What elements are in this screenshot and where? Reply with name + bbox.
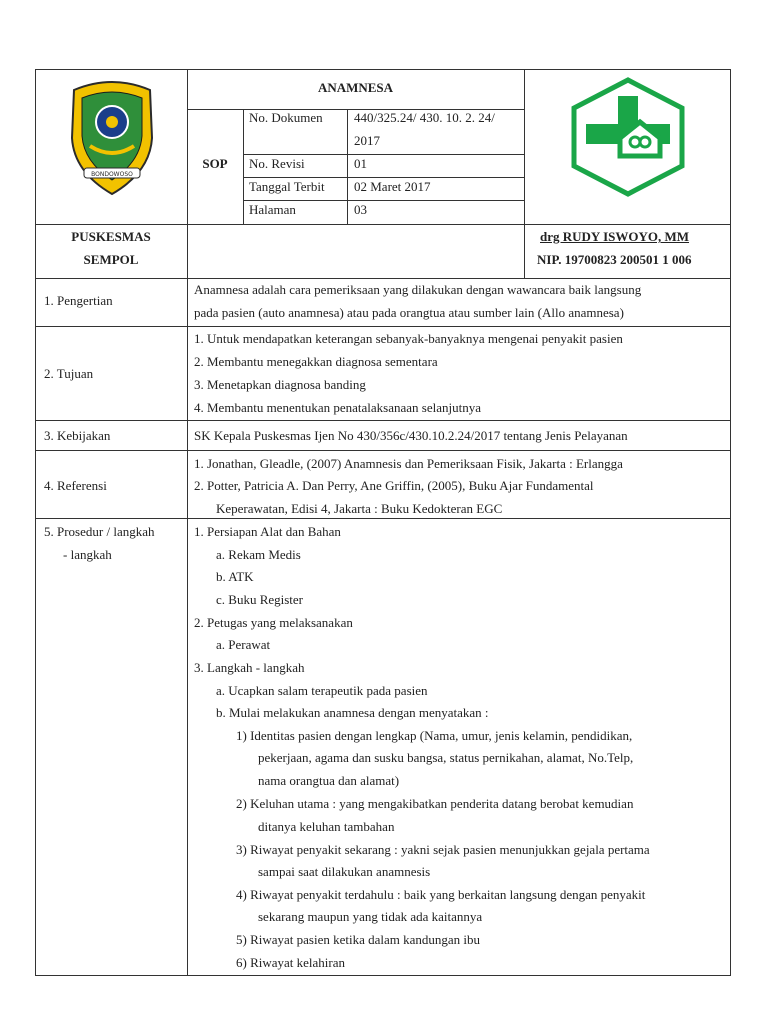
meta-label-halaman: Halaman (249, 202, 296, 217)
section-label-kebijakan: 3. Kebijakan (44, 428, 111, 443)
prosedur-line: 2. Petugas yang melaksanakan (194, 615, 353, 630)
regency-crest-logo (60, 76, 164, 196)
prosedur-line: 2) Keluhan utama : yang mengakibatkan penderita datang berobat kemudian (236, 796, 634, 811)
section-label-referensi: 4. Referensi (44, 478, 107, 493)
prosedur-line: a. Rekam Medis (216, 547, 301, 562)
referensi-line: 1. Jonathan, Gleadle, (2007) Anamnesis dan Pemeriksaan Fisik, Jakarta : Erlangga (194, 456, 623, 471)
meta-label-no-revisi: No. Revisi (249, 156, 305, 171)
section-label-prosedur: 5. Prosedur / langkah (44, 524, 155, 539)
tujuan-item: 3. Menetapkan diagnosa banding (194, 377, 366, 392)
referensi-line: 2. Potter, Patricia A. Dan Perry, Ane Griffin, (2005), Buku Ajar Fundamental (194, 478, 594, 493)
section-label-tujuan: 2. Tujuan (44, 366, 94, 381)
prosedur-line: 3. Langkah - langkah (194, 660, 305, 675)
section-label-pengertian: 1. Pengertian (44, 293, 113, 308)
prosedur-line: 4) Riwayat penyakit terdahulu : baik yang berkaitan langsung dengan penyakit (236, 887, 646, 902)
tujuan-item: 4. Membantu menentukan penatalaksanaan selanjutnya (194, 400, 481, 415)
meta-label-tanggal-terbit: Tanggal Terbit (249, 179, 325, 194)
prosedur-line: sampai saat dilakukan anamnesis (258, 864, 431, 879)
prosedur-line: pekerjaan, agama dan susku bangsa, status pernikahan, alamat, No.Telp, (258, 750, 634, 765)
meta-value-tanggal-terbit: 02 Maret 2017 (354, 179, 431, 194)
pengertian-line: Anamnesa adalah cara pemeriksaan yang dilakukan dengan wawancara baik langsung (194, 282, 642, 297)
meta-label-no-dokumen: No. Dokumen (249, 110, 323, 125)
prosedur-line: b. Mulai melakukan anamnesa dengan menyatakan : (216, 705, 489, 720)
tujuan-item: 2. Membantu menegakkan diagnosa sementara (194, 354, 438, 369)
meta-value-no-dokumen-line2: 2017 (354, 133, 380, 148)
prosedur-line: 5) Riwayat pasien ketika dalam kandungan ibu (236, 932, 481, 947)
prosedur-line: c. Buku Register (216, 592, 304, 607)
org-name-line1: PUSKESMAS (71, 229, 151, 244)
prosedur-line: b. ATK (216, 569, 254, 584)
tujuan-item: 1. Untuk mendapatkan keterangan sebanyak-banyaknya mengenai penyakit pasien (194, 331, 623, 346)
meta-value-halaman: 03 (354, 202, 367, 217)
prosedur-line: 1. Persiapan Alat dan Bahan (194, 524, 341, 539)
document-title: ANAMNESA (317, 80, 394, 95)
meta-value-no-revisi: 01 (354, 156, 367, 171)
puskesmas-logo (568, 76, 688, 198)
prosedur-line: a. Perawat (216, 637, 271, 652)
prosedur-line: nama orangtua dan alamat) (258, 773, 400, 788)
section-label-prosedur-cont: - langkah (63, 547, 112, 562)
referensi-line: Keperawatan, Edisi 4, Jakarta : Buku Kedokteran EGC (216, 501, 503, 516)
meta-value-no-dokumen-line1: 440/325.24/ 430. 10. 2. 24/ (354, 110, 495, 125)
pengertian-line: pada pasien (auto anamnesa) atau pada orangtua atau sumber lain (Allo anamnesa) (194, 305, 624, 320)
prosedur-line: 3) Riwayat penyakit sekarang : yakni sejak pasien menunjukkan gejala pertama (236, 842, 650, 857)
svg-text:BONDOWOSO: BONDOWOSO (91, 171, 133, 178)
signer-nip: NIP. 19700823 200501 1 006 (537, 252, 692, 267)
signer-name: drg RUDY ISWOYO, MM (540, 229, 690, 244)
prosedur-line: 1) Identitas pasien dengan lengkap (Nama, umur, jenis kelamin, pendidikan, (236, 728, 633, 743)
kebijakan-text: SK Kepala Puskesmas Ijen No 430/356c/430.10.2.24/2017 tentang Jenis Pelayanan (194, 428, 628, 443)
prosedur-line: ditanya keluhan tambahan (258, 819, 395, 834)
org-name-line2: SEMPOL (83, 252, 139, 267)
prosedur-line: 6) Riwayat kelahiran (236, 955, 346, 970)
sop-label: SOP (202, 156, 228, 171)
prosedur-line: sekarang maupun yang tidak ada kaitannya (258, 909, 483, 924)
prosedur-line: a. Ucapkan salam terapeutik pada pasien (216, 683, 428, 698)
